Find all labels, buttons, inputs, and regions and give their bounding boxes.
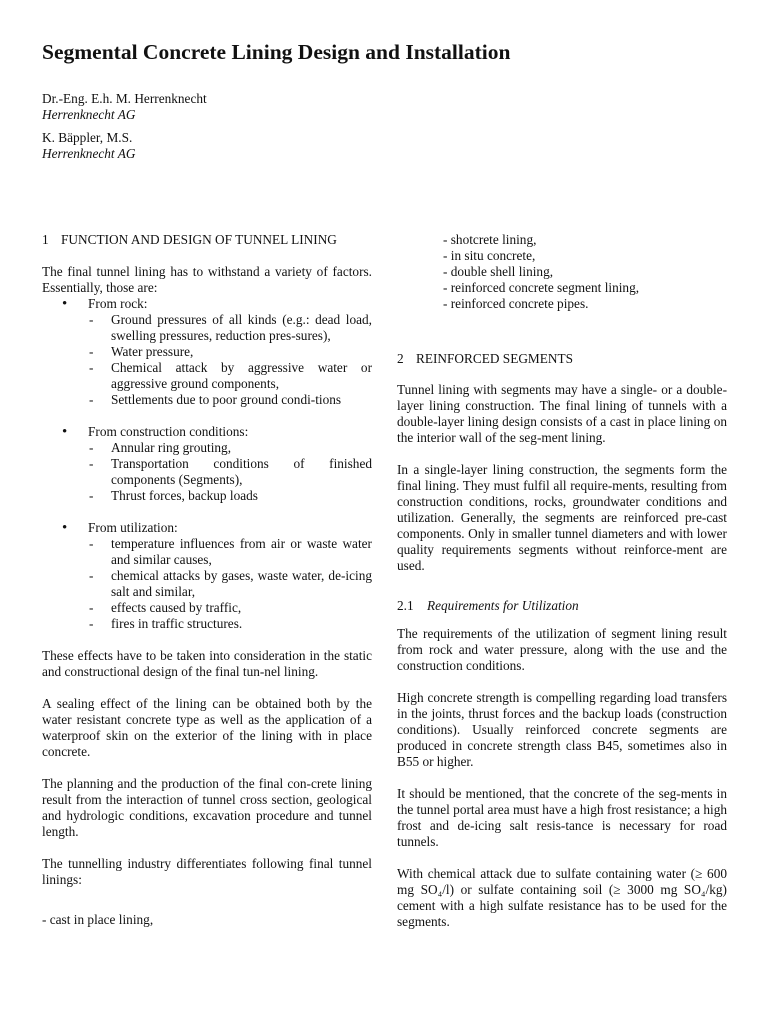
paragraph: These effects have to be taken into consideration in the static and constructional design of the final tun-nel lining.	[42, 648, 372, 679]
subsection-heading	[397, 598, 727, 614]
paragraph: A sealing effect of the lining can be obtained both by the water resistant concrete type as well as the application of a waterproof skin on the exterior of the lining with in place concrete.	[42, 696, 372, 759]
bullet-item	[42, 520, 372, 632]
list-item: - double shell lining,	[443, 264, 554, 279]
left-column	[42, 232, 372, 928]
factor-list	[42, 296, 372, 632]
paragraph: The final tunnel lining has to withstand a variety of factors. Essentially, those are:	[42, 264, 372, 295]
author-affiliation: Herrenknecht AG	[42, 146, 136, 161]
list-item: - reinforced concrete pipes.	[443, 296, 589, 311]
bullet-item	[42, 424, 372, 504]
subsection-number: 2.1	[397, 598, 414, 613]
sub-list	[88, 536, 372, 632]
sub-list	[88, 312, 372, 408]
list-item: - in situ concrete,	[443, 248, 536, 263]
list-item: - Transportation conditions of finished components (Segments),	[88, 456, 372, 488]
right-column	[397, 232, 727, 930]
author-list	[42, 91, 207, 169]
section-heading	[397, 351, 727, 367]
sub-list	[88, 440, 372, 504]
author-affiliation: Herrenknecht AG	[42, 107, 136, 122]
list-item: - Ground pressures of all kinds (e.g.: dead load, swelling pressures, reduction pres-sures),	[88, 312, 372, 344]
paragraph: The requirements of the utilization of segment lining result from rock and water pressure, along with the use and the construction conditions.	[397, 626, 727, 673]
bullet-label: From construction conditions:	[88, 424, 249, 439]
section-number: 1	[42, 232, 49, 247]
list-item: - shotcrete lining,	[443, 232, 537, 247]
list-item: - Annular ring grouting,	[88, 440, 372, 456]
list-item: - fires in traffic structures.	[88, 616, 372, 632]
paragraph: With chemical attack due to sulfate containing water (≥ 600 mg SO₄/l) or sulfate containing soil (≥ 3000 mg SO₄/kg) cement with a high sulfate resistance has to be used for the segments.	[397, 866, 727, 929]
list-item: - Settlements due to poor ground condi-tions	[88, 392, 372, 408]
bullet-item	[42, 296, 372, 408]
paragraph: The tunnelling industry differentiates following final tunnel linings:	[42, 856, 372, 887]
list-item: - Chemical attack by aggressive water or aggressive ground components,	[88, 360, 372, 392]
paragraph: Tunnel lining with segments may have a single- or a double-layer lining construction. The final lining of tunnels with a double-layer lining design consists of a cast in place lining on the interior wall of the seg-ment lining.	[397, 382, 727, 445]
list-item: - Thrust forces, backup loads	[88, 488, 372, 504]
bullet-label: From utilization:	[88, 520, 178, 535]
lining-types-list	[42, 912, 372, 928]
author-name: K. Bäppler, M.S.	[42, 130, 133, 145]
paper-title: Segmental Concrete Lining Design and Installation	[42, 40, 511, 64]
section-number: 2	[397, 351, 404, 366]
author-block	[42, 130, 207, 162]
list-item: - reinforced concrete segment lining,	[443, 280, 640, 295]
list-item: - effects caused by traffic,	[88, 600, 372, 616]
paragraph: In a single-layer lining construction, the segments form the final lining. They must fulfil all require-ments, resulting from construction conditions, rocks, groundwater conditions and utilization. Generally, the segments are reinforced pre-cast components. Only in smaller tunnel diameters and with lower quality requirements segments without reinforce-ment are used.	[397, 462, 727, 573]
list-item: - temperature influences from air or waste water and similar causes,	[88, 536, 372, 568]
list-item: - cast in place lining,	[42, 912, 154, 927]
subsection-title: Requirements for Utilization	[427, 598, 579, 613]
bullet-label: From rock:	[88, 296, 148, 311]
section-title: REINFORCED SEGMENTS	[416, 351, 573, 366]
list-item: - Water pressure,	[88, 344, 372, 360]
paragraph: The planning and the production of the final con-crete lining result from the interaction of tunnel cross section, geological and hydrologic conditions, excavation procedure and tunnel length.	[42, 776, 372, 839]
list-item: - chemical attacks by gases, waste water, de-icing salt and similar,	[88, 568, 372, 600]
author-block	[42, 91, 207, 123]
section-heading	[42, 232, 372, 248]
paragraph: High concrete strength is compelling regarding load transfers in the joints, thrust forces and the backup loads (construction conditions). Usually reinforced concrete segments are produced in concrete strength class B45, sometimes also in B55 or higher.	[397, 690, 727, 769]
paragraph: It should be mentioned, that the concrete of the seg-ments in the tunnel portal area must have a high frost resistance; a high frost and de-icing salt resis-tance is necessary for road tunnels.	[397, 786, 727, 849]
author-name: Dr.-Eng. E.h. M. Herrenknecht	[42, 91, 207, 106]
lining-types-list	[397, 232, 727, 312]
section-title: FUNCTION AND DESIGN OF TUNNEL LINING	[61, 232, 337, 247]
